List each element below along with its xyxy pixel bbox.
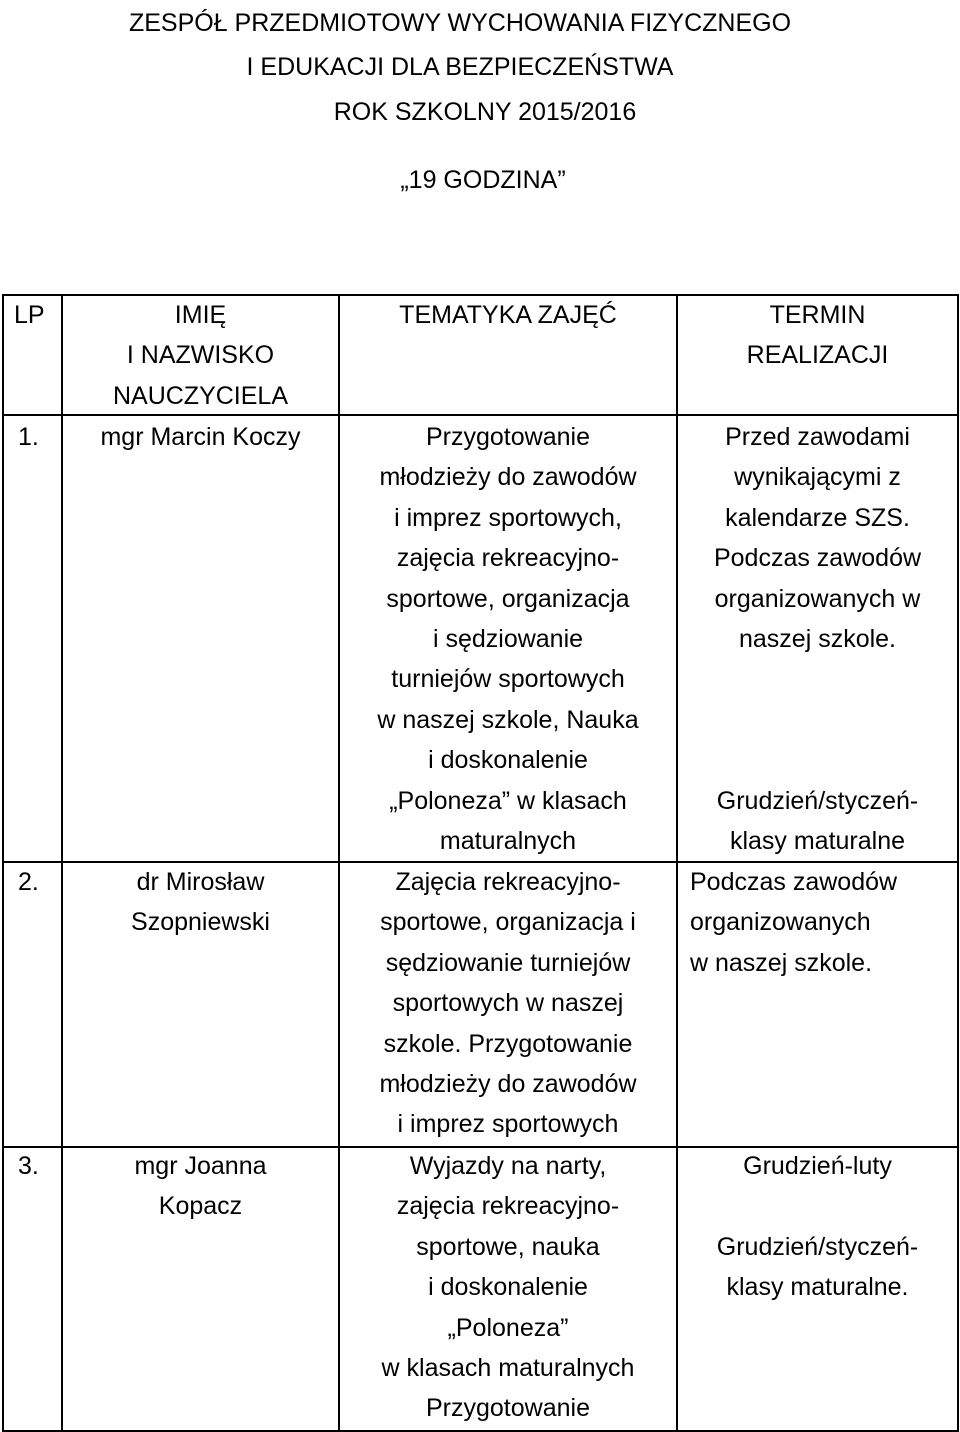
row3-term: Grudzień-luty Grudzień/styczeń- klasy maturalne. <box>716 1152 919 1302</box>
row1-topic: Przygotowanie młodzieży do zawodów i imprez sportowych, zajęcia rekreacyjno- sportowe, organizacja i sędziowanie turniejów sportowych w naszej szkole, Nauka i doskonalenie „Poloneza” w klasach maturalnych <box>377 423 639 856</box>
header-term: TERMIN REALIZACJI <box>746 301 889 370</box>
header-topic: TEMATYKA ZAJĘĆ <box>399 301 617 329</box>
header-name: IMIĘ I NAZWISKO NAUCZYCIELA <box>112 301 289 410</box>
row3-name: mgr Joanna Kopacz <box>134 1152 267 1221</box>
program-name: „19 GODZINA” <box>400 166 566 194</box>
table-border-right <box>957 294 959 1432</box>
row1-lp: 1. <box>18 423 39 451</box>
row1-term: Przed zawodami wynikającymi z kalendarze SZS. Podczas zawodów organizowanych w naszej szkole. Grudzień/styczeń- klasy maturalne <box>713 423 922 856</box>
table-border-left <box>2 294 4 1432</box>
row2-topic: Zajęcia rekreacyjno- sportowe, organizacja i sędziowanie turniejów sportowych w naszej szkole. Przygotowanie młodzieży do zawodów i imprez sportowych <box>379 868 637 1139</box>
row1-name: mgr Marcin Koczy <box>100 423 301 451</box>
row3-topic: Wyjazdy na narty, zajęcia rekreacyjno- sportowe, nauka i doskonalenie „Poloneza” w klasach maturalnych Przygotowanie <box>381 1152 635 1423</box>
team-subtitle: I EDUKACJI DLA BEZPIECZEŃSTWA <box>246 53 674 81</box>
row2-term: Podczas zawodów organizowanych w naszej szkole. <box>690 868 898 977</box>
row2-name: dr Mirosław Szopniewski <box>131 868 270 937</box>
row2-lp: 2. <box>18 868 39 896</box>
row3-lp: 3. <box>18 1152 39 1180</box>
school-year: ROK SZKOLNY 2015/2016 <box>333 98 637 126</box>
team-title: ZESPÓŁ PRZEDMIOTOWY WYCHOWANIA FIZYCZNEGO <box>128 9 792 37</box>
header-lp: LP <box>14 301 45 329</box>
